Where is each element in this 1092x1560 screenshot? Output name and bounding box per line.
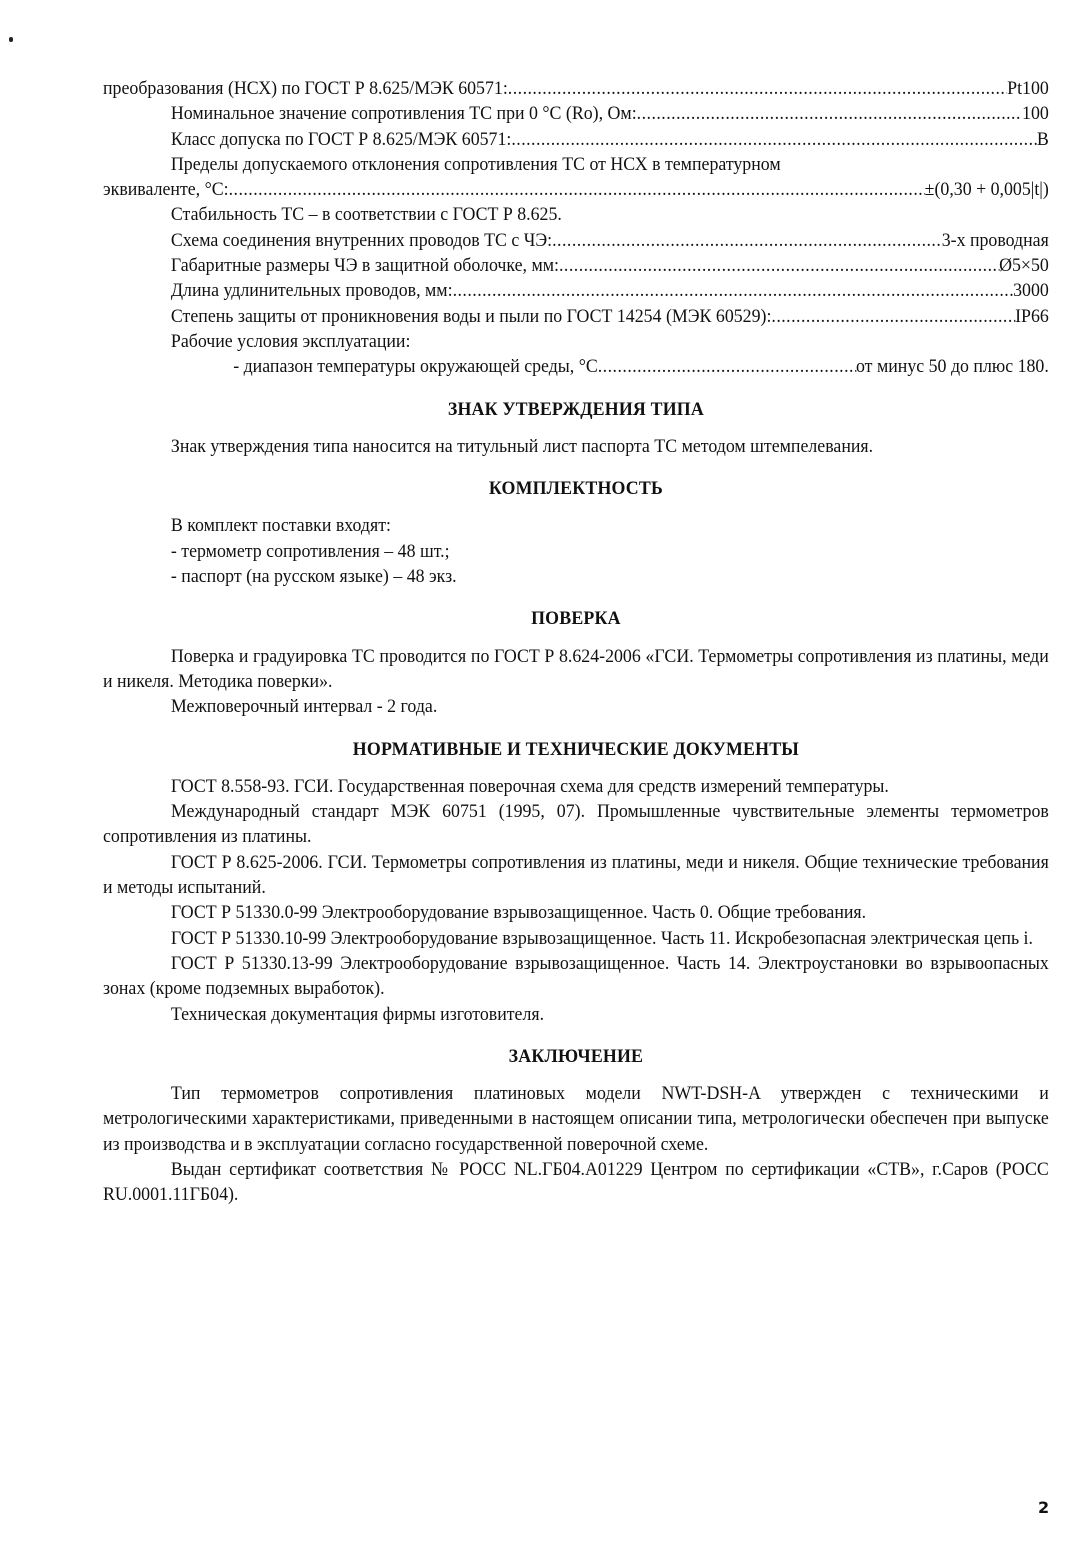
leader-dots <box>229 177 925 202</box>
completeness-item: - паспорт (на русском языке) – 48 экз. <box>170 566 457 588</box>
spec-label: эквиваленте, °С: <box>103 179 229 201</box>
spec-label: Степень защиты от проникновения воды и пыли по ГОСТ 14254 (МЭК 60529): <box>170 305 772 327</box>
spec-nsx <box>103 76 1049 101</box>
heading-completeness: КОМПЛЕКТНОСТЬ <box>488 478 663 500</box>
completeness-intro: В комплект поставки входят: <box>170 515 391 537</box>
conclusion-text: Тип термометров сопротивления платиновых модели NWT-DSH-A утвержден с техническими и метрологическими характеристиками, приведенными в настоящем описании типа, метрологически обеспечен при выпуске из производства и в эксплуатации согласно государственной поверочной схеме. <box>103 1083 1049 1155</box>
spec-scheme <box>103 228 1049 253</box>
heading-verification: ПОВЕРКА <box>531 608 621 630</box>
spec-label: Длина удлинительных проводов, мм: <box>170 280 453 302</box>
spec-conditions: Рабочие условия эксплуатации: <box>170 330 411 352</box>
verification-text: Поверка и градуировка ТС проводится по ГОСТ Р 8.624-2006 «ГСИ. Термометры сопротивления из платины, меди и никеля. Методика поверки». <box>103 645 1049 692</box>
normative-item: Техническая документация фирмы изготовителя. <box>170 1003 545 1025</box>
leader-dots <box>508 76 1007 101</box>
spec-label: Класс допуска по ГОСТ Р 8.625/МЭК 60571: <box>170 128 512 150</box>
spec-dimensions <box>103 253 1049 278</box>
spec-label: преобразования (НСХ) по ГОСТ Р 8.625/МЭК 60571: <box>103 78 508 99</box>
spec-value: Pt100 <box>1007 78 1049 99</box>
leader-dots <box>598 354 856 379</box>
spec-limits-text: Пределы допускаемого отклонения сопротивления ТС от НСХ в температурном <box>170 153 781 175</box>
spec-class <box>103 127 1049 152</box>
spec-label: Габаритные размеры ЧЭ в защитной оболочке, мм: <box>170 255 560 277</box>
heading-type-mark: ЗНАК УТВЕРЖДЕНИЯ ТИПА <box>447 398 704 420</box>
completeness-item: - термометр сопротивления – 48 шт.; <box>170 540 450 562</box>
conclusion-certificate: Выдан сертификат соответствия № РОСС NL.ГБ04.А01229 Центром по сертификации «СТВ», г.Саров (РОСС RU.0001.11ГБ04). <box>103 1158 1049 1206</box>
type-mark-text: Знак утверждения типа наносится на титульный лист паспорта ТС методом штемпелевания. <box>170 435 874 457</box>
leader-dots <box>637 101 1022 126</box>
spec-nominal <box>103 101 1049 126</box>
spec-label: Схема соединения внутренних проводов ТС с ЧЭ: <box>170 229 553 251</box>
spec-value: ±(0,30 + 0,005|t|) <box>924 179 1049 201</box>
normative-item: ГОСТ Р 51330.13-99 Электрооборудование взрывозащищенное. Часть 14. Электроустановки во взрывоопасных зонах (кроме подземных выработок). <box>103 952 1049 1000</box>
spec-value: от минус 50 до плюс 180. <box>855 356 1049 378</box>
document-page <box>103 76 1049 1208</box>
normative-item: ГОСТ 8.558-93. ГСИ. Государственная поверочная схема для средств измерений температуры. <box>170 775 889 797</box>
spec-value: B <box>1036 128 1049 150</box>
spec-value: 3-х проводная <box>941 229 1049 251</box>
verification-interval: Межповерочный интервал - 2 года. <box>170 696 438 718</box>
leader-dots <box>552 228 942 253</box>
spec-label: - диапазон температуры окружающей среды, °С <box>233 356 598 378</box>
spec-wire-length <box>103 278 1049 303</box>
spec-value: 100 <box>1022 103 1049 125</box>
page-number: 2 <box>1038 1498 1050 1517</box>
leader-dots <box>511 127 1037 152</box>
leader-dots <box>453 278 1014 303</box>
normative-item: ГОСТ Р 51330.10-99 Электрооборудование взрывозащищенное. Часть 11. Искробезопасная электрическая цепь i. <box>170 927 1033 949</box>
leader-dots <box>771 304 1015 329</box>
normative-item: ГОСТ Р 51330.0-99 Электрооборудование взрывозащищенное. Часть 0. Общие требования. <box>170 902 867 924</box>
spec-stability: Стабильность ТС – в соответствии с ГОСТ Р 8.625. <box>170 204 562 226</box>
normative-item: Международный стандарт МЭК 60751 (1995, 07). Промышленные чувствительные элементы термометров сопротивления из платины. <box>103 801 1049 848</box>
spec-ambient <box>103 354 1049 379</box>
normative-item: ГОСТ Р 8.625-2006. ГСИ. Термометры сопротивления из платины, меди и никеля. Общие технические требования и методы испытаний. <box>103 851 1049 899</box>
leader-dots <box>559 253 999 278</box>
heading-normative: НОРМАТИВНЫЕ И ТЕХНИЧЕСКИЕ ДОКУМЕНТЫ <box>352 738 799 760</box>
spec-value: 3000 <box>1013 280 1049 302</box>
spec-ip <box>103 304 1049 329</box>
spec-value: IP66 <box>1015 305 1049 327</box>
scan-speck <box>9 37 13 42</box>
spec-label: Номинальное значение сопротивления ТС при 0 °С (Ro), Ом: <box>170 103 637 125</box>
spec-value: Ø5×50 <box>999 255 1049 277</box>
heading-conclusion: ЗАКЛЮЧЕНИЕ <box>508 1045 644 1067</box>
spec-limits <box>103 177 1049 202</box>
